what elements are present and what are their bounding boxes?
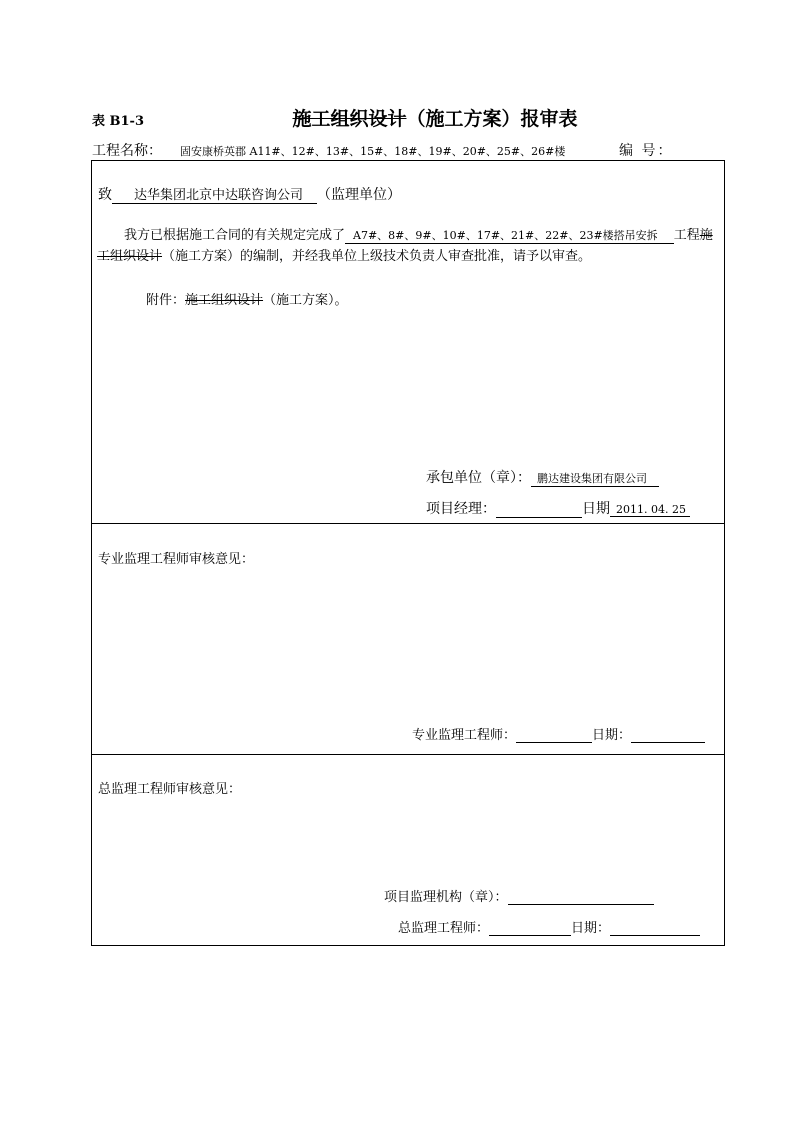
struck-text-1: 施 bbox=[699, 228, 713, 243]
project-name-value: 固安康桥英郡 A11#、12#、13#、15#、18#、19#、20#、25#、26#楼 bbox=[180, 145, 566, 158]
supervision-unit-value: 达华集团北京中达联咨询公司 bbox=[112, 184, 317, 204]
paragraph-rest: （施工方案）的编制，并经我单位上级技术负责人审查批准，请予以审查。 bbox=[162, 249, 592, 264]
contractor-value: 鹏达建设集团有限公司 bbox=[531, 470, 659, 487]
project-manager-signature-field[interactable] bbox=[496, 503, 582, 518]
chief-opinion-label: 总监理工程师审核意见： bbox=[98, 782, 242, 797]
date-value-1: 2011. 04. 25 bbox=[610, 503, 690, 517]
page-title bbox=[0, 104, 794, 131]
addressee-prefix: 致 bbox=[98, 187, 112, 203]
project-manager-row bbox=[426, 498, 690, 518]
contractor-label: 承包单位（章）： bbox=[426, 470, 531, 486]
title-struck-part: 施工组织设计 bbox=[292, 108, 407, 130]
construction-scope-value: A7#、8#、9#、10#、17#、21#、22#、23#楼搭吊安拆 bbox=[345, 227, 674, 244]
number-label: 编 号： bbox=[619, 143, 674, 159]
chief-engineer-field[interactable] bbox=[489, 921, 571, 936]
supervision-org-label: 项目监理机构（章）： bbox=[384, 890, 508, 905]
attachment-rest: （施工方案）。 bbox=[263, 293, 348, 308]
section-divider-2 bbox=[91, 754, 725, 755]
struck-text-2: 工组织设计 bbox=[97, 249, 163, 264]
date-label-2: 日期： bbox=[592, 728, 632, 743]
chief-signature-row bbox=[398, 917, 700, 936]
date-label-1: 日期 bbox=[582, 501, 610, 517]
specialist-engineer-field[interactable] bbox=[516, 728, 592, 743]
addressee-row bbox=[98, 184, 401, 204]
paragraph-prefix: 我方已根据施工合同的有关规定完成了 bbox=[124, 228, 346, 243]
project-manager-label: 项目经理： bbox=[426, 501, 496, 517]
date-label-3: 日期： bbox=[571, 921, 611, 936]
attachment-label: 附件： bbox=[146, 293, 186, 308]
form-code: 表 B1-3 bbox=[92, 114, 145, 129]
attachment-struck: 施工组织设计 bbox=[185, 293, 264, 308]
project-name-row bbox=[92, 140, 565, 160]
specialist-engineer-label: 专业监理工程师： bbox=[412, 728, 517, 743]
supervision-org-row bbox=[384, 886, 654, 905]
project-name-label: 工程名称： bbox=[92, 143, 162, 159]
specialist-date-field[interactable] bbox=[631, 728, 705, 743]
chief-date-field[interactable] bbox=[610, 921, 700, 936]
title-rest: （施工方案）报审表 bbox=[406, 108, 578, 130]
paragraph-line-2 bbox=[97, 245, 591, 264]
specialist-signature-row bbox=[412, 724, 705, 743]
addressee-suffix: （监理单位） bbox=[317, 187, 402, 203]
paragraph-line-1 bbox=[124, 224, 713, 244]
contractor-row bbox=[426, 467, 659, 487]
paragraph-project-word: 工程 bbox=[673, 228, 700, 243]
chief-engineer-label: 总监理工程师： bbox=[398, 921, 490, 936]
attachment-row bbox=[146, 289, 348, 308]
specialist-opinion-label: 专业监理工程师审核意见： bbox=[98, 552, 255, 567]
supervision-org-field[interactable] bbox=[508, 890, 654, 905]
section-divider-1 bbox=[91, 523, 725, 524]
